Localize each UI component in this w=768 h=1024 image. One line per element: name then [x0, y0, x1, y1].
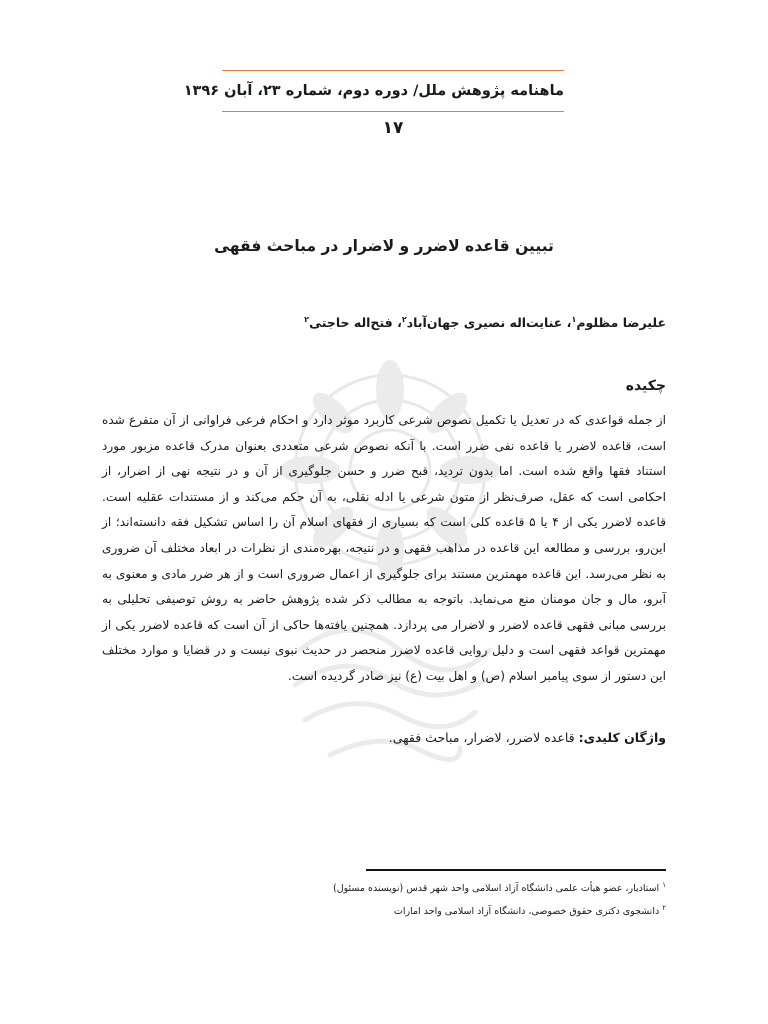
journal-header: [183, 70, 564, 112]
keywords-line: [389, 730, 666, 745]
footnote-mark: ۲: [662, 904, 666, 912]
author-name: عنایت‌اله نصیری جهان‌آباد: [406, 315, 563, 331]
footnote-mark: ۲: [401, 315, 407, 324]
footnote-mark: ۱: [571, 315, 577, 324]
footnote-mark: ۱: [662, 881, 666, 889]
footnote: [394, 904, 666, 917]
author-line: [304, 315, 666, 330]
keywords-value: قاعده لاضرر، لاضرار، مباحث فقهی.: [388, 730, 575, 745]
author-name: فتح‌اله حاجتی: [309, 315, 393, 331]
header-bottom-rule: [222, 111, 564, 112]
abstract-body: از جمله قواعدی که در تعدیل یا تکمیل نصوص شرعی کاربرد موثر دارد و احکام فرعی فراوانی از آن متفرع شده است، قاعده لاضرر یا قاعده نفی ضرر است. با آنکه نصوص شرعی متعددی بعنوان مدرک قاعده مزبور مورد استناد فقها واقع شده است. اما بدون تردید، قبح ضرر و حسن جلوگیری از آن و در نتیجه نهی از اضرار، از احکامی است که عقل، صرف‌نظر از متون شرعی یا ادله نقلی، به آن حکم می‌کند و از مستندات عقلیه است. قاعده لاضرر یکی از ۴ یا ۵ قاعده کلی است که بسیاری از فقهای اسلام آن را اساس تشکیل فقه دانسته‌اند؛ از این‌رو، بررسی و مطالعه این قاعده در مذاهب فقهی و در نتیجه، بهره‌مندی از نظرات در ابعاد مختلف آن ضروری به نظر می‌رسد. این قاعده مهمترین مستند برای جلوگیری از اعمال ضروری است و از هر ضرر مادی و معنوی به آبرو، مال و جان مومنان منع می‌نماید. باتوجه به مطالب ذکر شده پژوهش حاضر به روش توصیفی تحلیلی به بررسی مبانی فقهی قاعده لاضرر و لاضرار می پردازد. همچنین یافته‌ها حاکی از آن است که قاعده لاضرر یکی از مهمترین قواعد فقهی است و دلیل روایی قاعده لاضرر منحصر در حدیث نبوی نیست و در قضایا و موارد مختلف این دستور از سوی پیامبر اسلام (ص) و اهل بیت (ع) نیز صادر گردیده است.: [102, 413, 666, 683]
author-separator: ،: [562, 315, 572, 331]
abstract-heading: چکیده: [625, 378, 666, 394]
keywords-label: واژگان کلیدی:: [578, 730, 666, 745]
footnote-mark: ۲: [304, 315, 310, 324]
footnote: [333, 881, 666, 894]
page-number: ۱۷: [382, 118, 404, 138]
author-name: علیرضا مظلوم: [576, 315, 666, 331]
author-separator: ،: [392, 315, 402, 331]
journal-issue-line: ماهنامه پژوهش ملل/ دوره دوم، شماره ۲۳، آبان ۱۳۹۶: [183, 83, 564, 99]
footnote-text: استادیار، عضو هیأت علمی دانشگاه آزاد اسلامی واحد شهر قدس (نویسنده مسئول): [333, 883, 660, 895]
footnote-separator: [366, 869, 666, 871]
footnote-text: دانشجوی دکتری حقوق خصوصی، دانشگاه آزاد اسلامی واحد امارات: [393, 906, 660, 918]
article-title: تبیین قاعده لاضرر و لاضرار در مباحث فقهی: [214, 237, 554, 255]
